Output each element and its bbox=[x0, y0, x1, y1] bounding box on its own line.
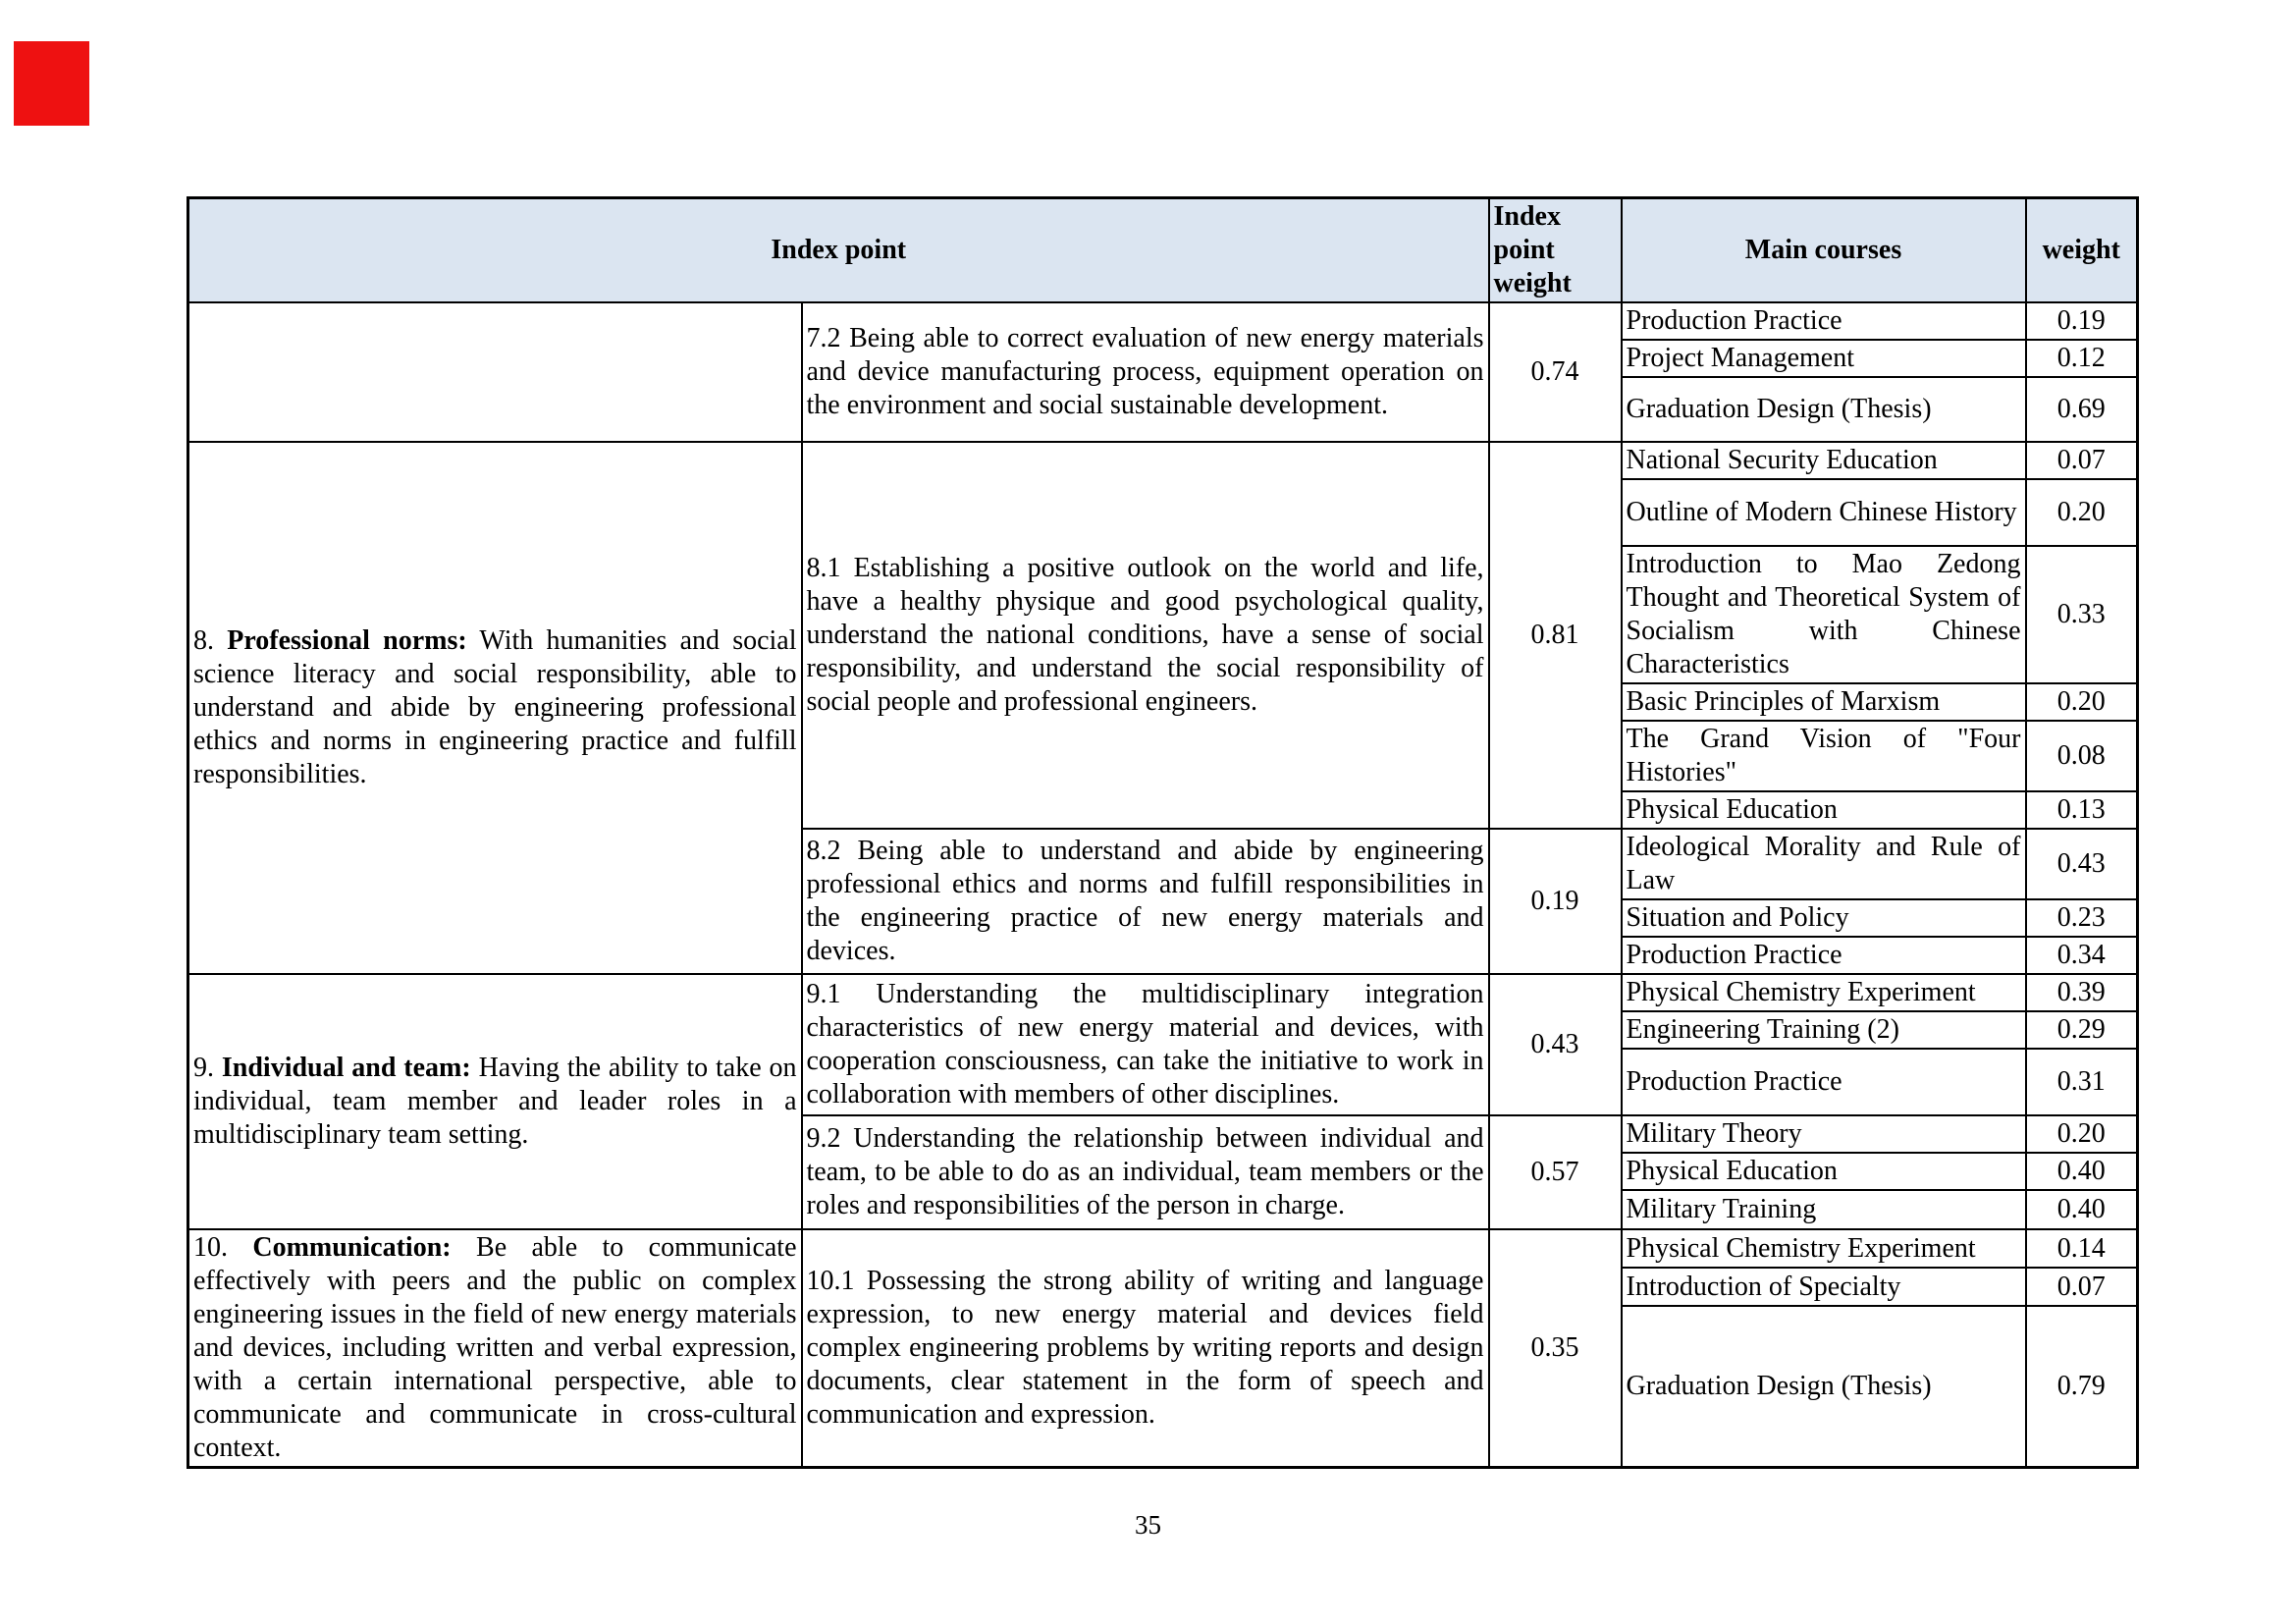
table-row bbox=[188, 302, 2138, 340]
course-weight-cell: 0.20 bbox=[2026, 683, 2138, 721]
course-weight-cell: 0.69 bbox=[2026, 377, 2138, 442]
course-weight-cell: 0.23 bbox=[2026, 899, 2138, 937]
subpoint-cell-9-1: 9.1 Understanding the multidisciplinary integration characteristics of new energy material and devices, with cooperation consciousness, can take the initiative to work in collaboration with members of other disciplines. bbox=[802, 974, 1489, 1115]
course-weight-cell: 0.08 bbox=[2026, 721, 2138, 791]
curriculum-matrix-table bbox=[187, 196, 2139, 1469]
outcome-title: Communication: bbox=[252, 1232, 452, 1263]
outcome-title: Professional norms: bbox=[227, 625, 467, 656]
outcome-number: 8. bbox=[193, 625, 214, 656]
header-main-courses: Main courses bbox=[1622, 198, 2026, 303]
subpoint-cell-9-2: 9.2 Understanding the relationship between individual and team, to be able to do as an individual, team members or the roles and responsibilities of the person in charge. bbox=[802, 1115, 1489, 1229]
course-weight-cell: 0.43 bbox=[2026, 829, 2138, 899]
course-weight-cell: 0.20 bbox=[2026, 1115, 2138, 1153]
subpoint-weight-9-2: 0.57 bbox=[1489, 1115, 1622, 1229]
course-name-cell: Introduction of Specialty bbox=[1622, 1268, 2026, 1306]
table-row bbox=[188, 974, 2138, 1011]
header-row bbox=[188, 198, 2138, 303]
course-weight-cell: 0.07 bbox=[2026, 442, 2138, 479]
header-index-point: Index point bbox=[188, 198, 1489, 303]
course-weight-cell: 0.40 bbox=[2026, 1153, 2138, 1190]
course-weight-cell: 0.34 bbox=[2026, 937, 2138, 974]
course-weight-cell: 0.13 bbox=[2026, 791, 2138, 829]
course-weight-cell: 0.79 bbox=[2026, 1306, 2138, 1467]
course-name-cell: Basic Principles of Marxism bbox=[1622, 683, 2026, 721]
course-weight-cell: 0.39 bbox=[2026, 974, 2138, 1011]
course-weight-cell: 0.19 bbox=[2026, 302, 2138, 340]
red-marker bbox=[14, 41, 89, 126]
outcome-number: 9. bbox=[193, 1053, 214, 1083]
course-name-cell: Production Practice bbox=[1622, 937, 2026, 974]
outcome-text: Having the ability to take on individual, team member and leader roles in a multidisciplinary team setting. bbox=[193, 1053, 797, 1150]
course-weight-cell: 0.40 bbox=[2026, 1190, 2138, 1229]
course-name-cell: Project Management bbox=[1622, 340, 2026, 377]
course-name-cell: Physical Chemistry Experiment bbox=[1622, 1229, 2026, 1268]
course-weight-cell: 0.07 bbox=[2026, 1268, 2138, 1306]
subpoint-weight-7-2: 0.74 bbox=[1489, 302, 1622, 442]
course-name-cell: Production Practice bbox=[1622, 302, 2026, 340]
course-name-cell: Physical Education bbox=[1622, 1153, 2026, 1190]
course-weight-cell: 0.14 bbox=[2026, 1229, 2138, 1268]
course-weight-cell: 0.20 bbox=[2026, 479, 2138, 546]
outcome-cell-7 bbox=[188, 302, 802, 442]
course-name-cell: Graduation Design (Thesis) bbox=[1622, 1306, 2026, 1467]
course-name-cell: Graduation Design (Thesis) bbox=[1622, 377, 2026, 442]
table-row bbox=[188, 442, 2138, 479]
subpoint-weight-8-2: 0.19 bbox=[1489, 829, 1622, 974]
header-index-point-weight: Index point weight bbox=[1489, 198, 1622, 303]
outcome-text: With humanities and social science literacy and social responsibility, able to understand and abide by engineering professional ethics and norms in engineering practice and fulfill responsibilities. bbox=[193, 625, 797, 789]
course-name-cell: Military Training bbox=[1622, 1190, 2026, 1229]
outcome-title: Individual and team: bbox=[221, 1053, 471, 1083]
course-name-cell: Physical Education bbox=[1622, 791, 2026, 829]
course-weight-cell: 0.31 bbox=[2026, 1049, 2138, 1115]
outcome-cell-8 bbox=[188, 442, 802, 974]
course-name-cell: National Security Education bbox=[1622, 442, 2026, 479]
course-name-cell: Situation and Policy bbox=[1622, 899, 2026, 937]
course-weight-cell: 0.33 bbox=[2026, 546, 2138, 683]
subpoint-weight-8-1: 0.81 bbox=[1489, 442, 1622, 829]
course-weight-cell: 0.12 bbox=[2026, 340, 2138, 377]
course-weight-cell: 0.29 bbox=[2026, 1011, 2138, 1049]
outcome-cell-10 bbox=[188, 1229, 802, 1468]
subpoint-cell-8-1: 8.1 Establishing a positive outlook on the world and life, have a healthy physique and good psychological quality, understand the national conditions, have a sense of social responsibility, and understand the social responsibility of social people and professional engineers. bbox=[802, 442, 1489, 829]
table-row bbox=[188, 1229, 2138, 1268]
course-name-cell: The Grand Vision of "Four Histories" bbox=[1622, 721, 2026, 791]
subpoint-weight-9-1: 0.43 bbox=[1489, 974, 1622, 1115]
header-weight: weight bbox=[2026, 198, 2138, 303]
outcome-text: Be able to communicate effectively with peers and the public on complex engineering issues in the field of new energy materials and devices, including written and verbal expression, with a certain international perspective, able to communicate and communicate in cross-cultural context. bbox=[193, 1232, 797, 1463]
subpoint-cell-8-2: 8.2 Being able to understand and abide by engineering professional ethics and norms and fulfill responsibilities in the engineering practice of new energy materials and devices. bbox=[802, 829, 1489, 974]
outcome-cell-9 bbox=[188, 974, 802, 1229]
subpoint-weight-10-1: 0.35 bbox=[1489, 1229, 1622, 1468]
course-name-cell: Outline of Modern Chinese History bbox=[1622, 479, 2026, 546]
subpoint-cell-7-2: 7.2 Being able to correct evaluation of new energy materials and device manufacturing process, equipment operation on the environment and social sustainable development. bbox=[802, 302, 1489, 442]
course-name-cell: Military Theory bbox=[1622, 1115, 2026, 1153]
page-number: 35 bbox=[1135, 1510, 1161, 1540]
outcome-number: 10. bbox=[193, 1232, 228, 1263]
course-name-cell: Introduction to Mao Zedong Thought and Theoretical System of Socialism with Chinese Characteristics bbox=[1622, 546, 2026, 683]
course-name-cell: Physical Chemistry Experiment bbox=[1622, 974, 2026, 1011]
course-name-cell: Production Practice bbox=[1622, 1049, 2026, 1115]
subpoint-cell-10-1: 10.1 Possessing the strong ability of writing and language expression, to new energy material and devices field complex engineering problems by writing reports and design documents, clear statement in the form of speech and communication and expression. bbox=[802, 1229, 1489, 1468]
course-name-cell: Ideological Morality and Rule of Law bbox=[1622, 829, 2026, 899]
course-name-cell: Engineering Training (2) bbox=[1622, 1011, 2026, 1049]
